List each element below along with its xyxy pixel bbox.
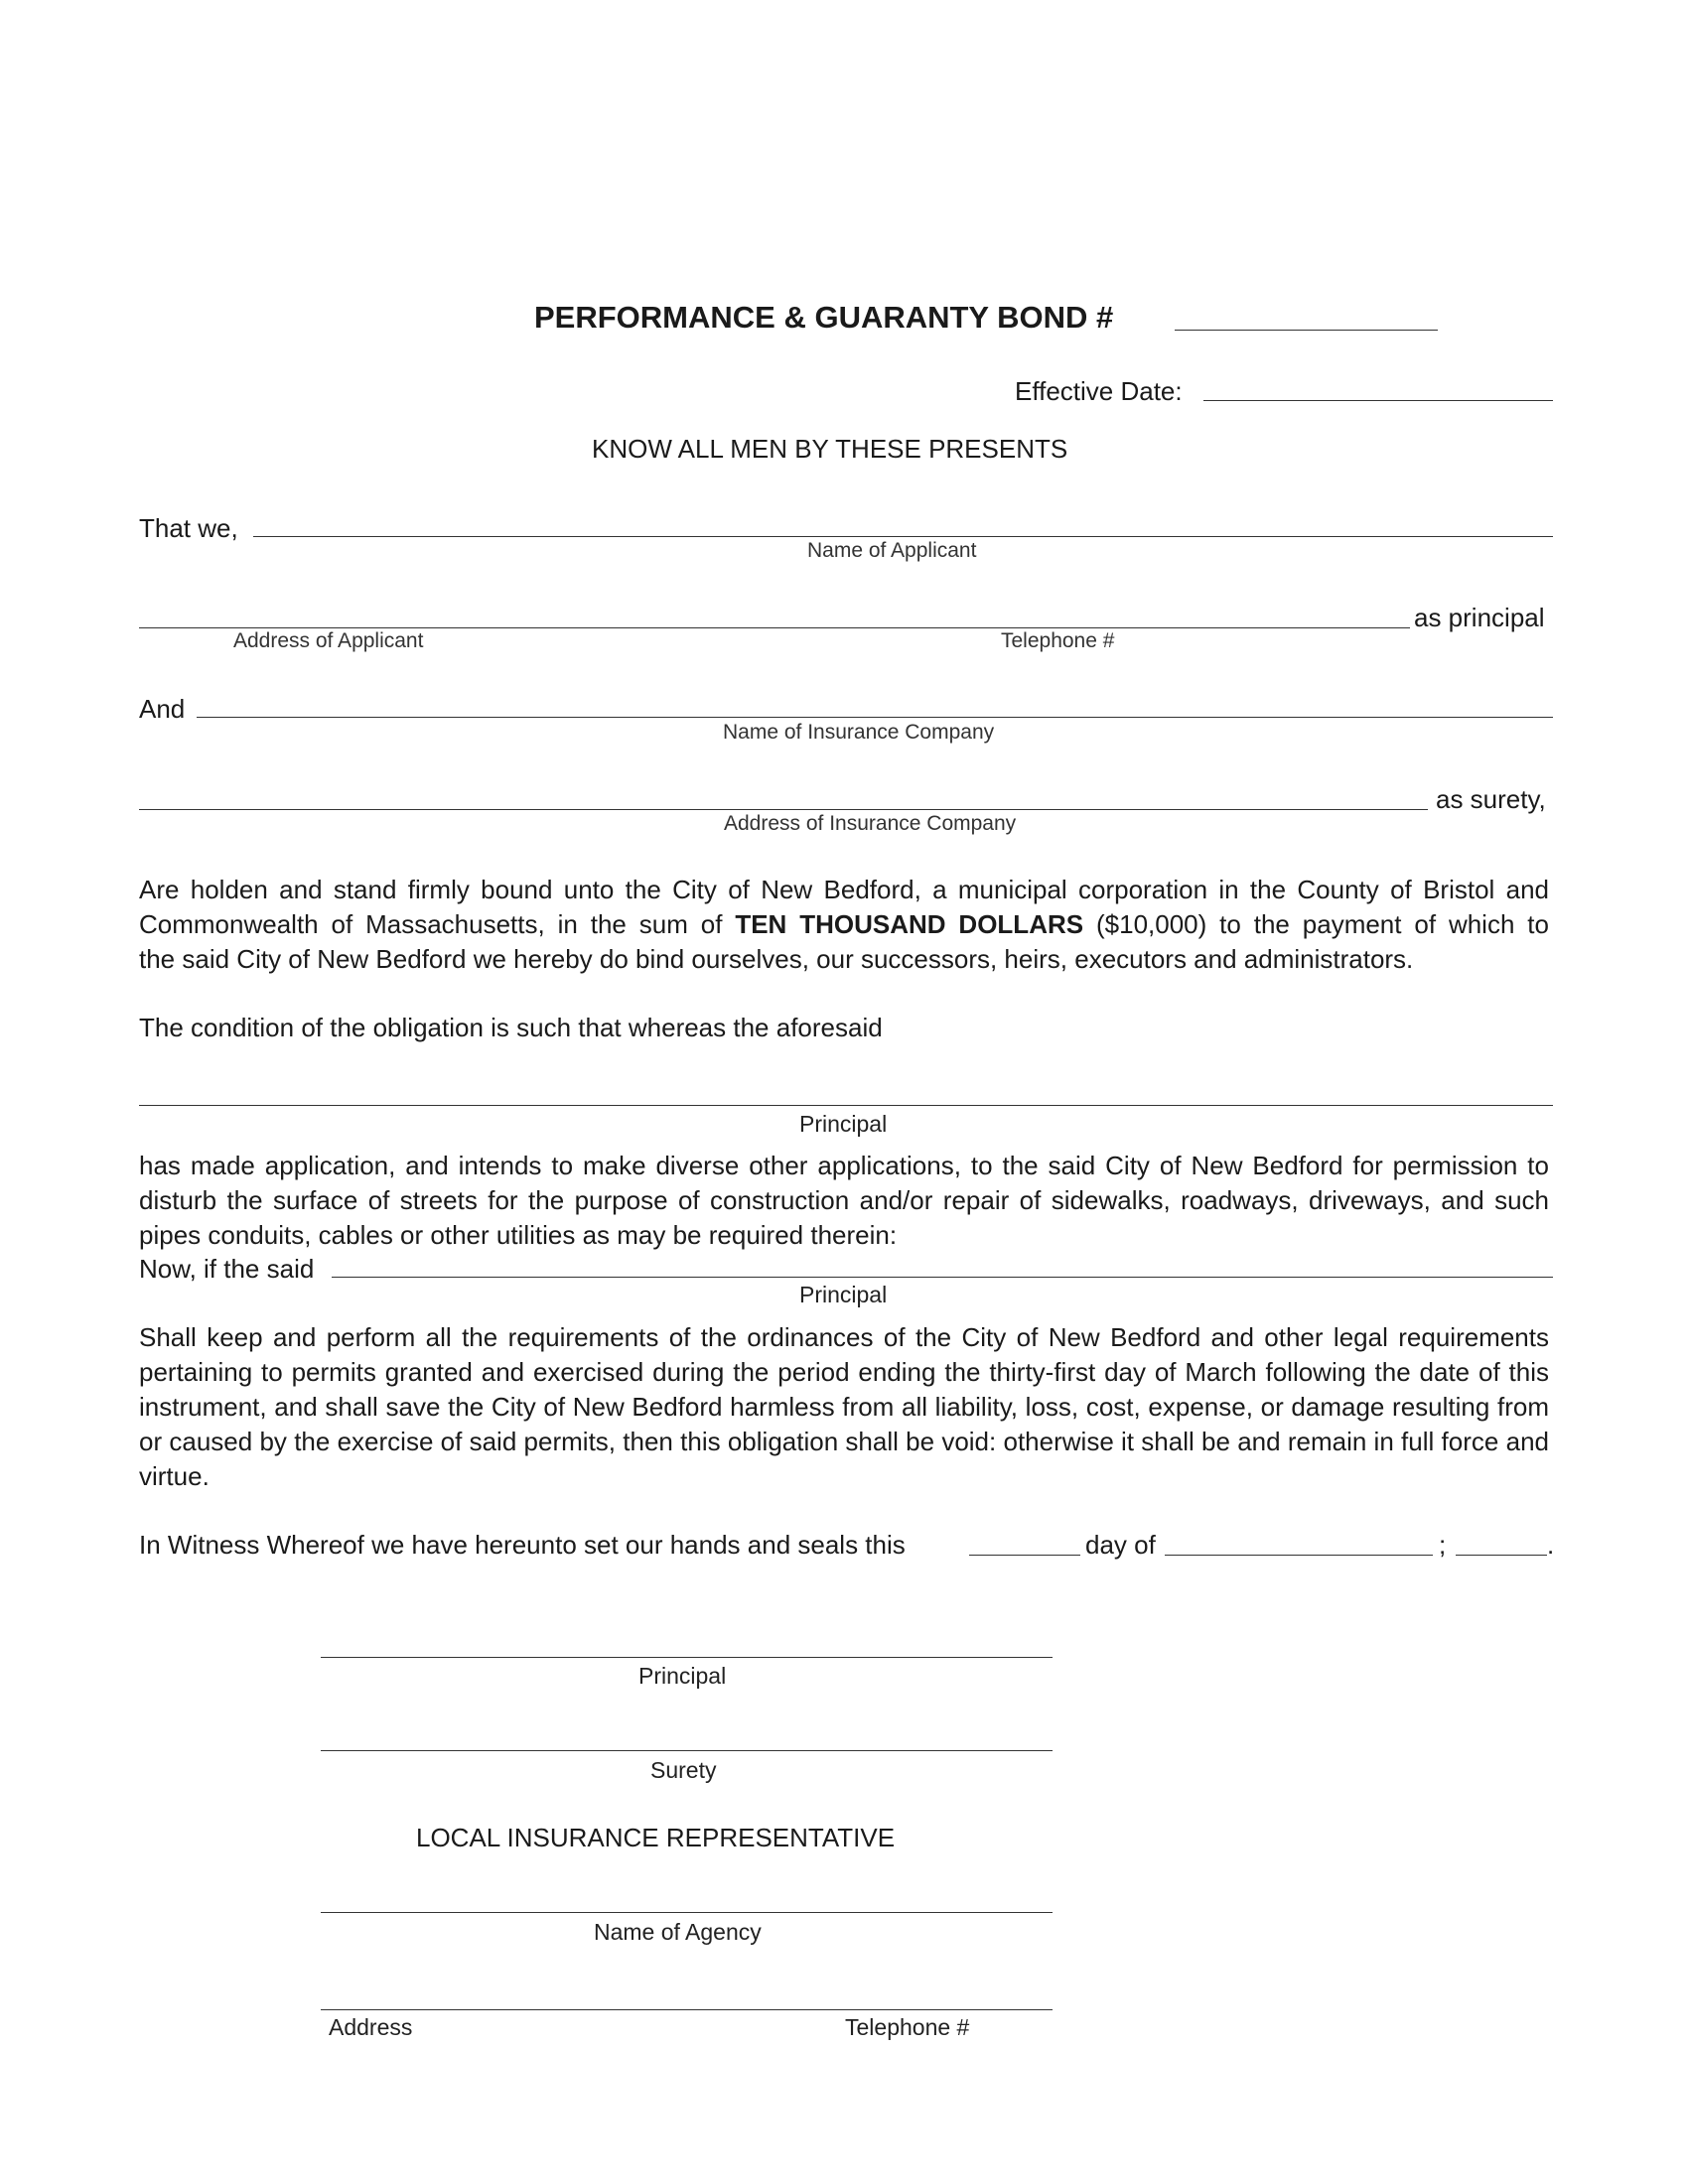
bound-paragraph	[139, 873, 1549, 977]
as-principal-text: as principal	[1414, 603, 1545, 632]
applicant-name-line	[253, 536, 1553, 537]
sig-principal-caption: Principal	[638, 1663, 727, 1689]
bound-paragraph-line3: the said City of New Bedford we hereby do bind ourselves, our successors, heirs, executors and administrators.	[139, 944, 1414, 974]
bound-paragraph-line1: Are holden and stand firmly bound unto the City of New Bedford, a municipal corporation in the County of Bristol and	[139, 875, 1549, 904]
as-surety-text: as surety,	[1436, 784, 1546, 814]
that-we-label: That we,	[139, 513, 238, 543]
effective-date-label: Effective Date:	[1015, 376, 1183, 406]
principal-line-2	[332, 1277, 1553, 1278]
insurance-company-name-field[interactable]	[201, 687, 1549, 717]
sig-surety-field[interactable]	[324, 1720, 1049, 1750]
agency-telephone-caption: Telephone #	[845, 2014, 970, 2040]
witness-day-of: day of	[1085, 1530, 1156, 1560]
witness-day-field[interactable]	[971, 1525, 1078, 1555]
applicant-name-field[interactable]	[258, 506, 1549, 536]
condition-text: The condition of the obligation is such that whereas the aforesaid	[139, 1013, 883, 1042]
address-of-insurance-company-caption: Address of Insurance Company	[724, 812, 1017, 835]
witness-month-line	[1165, 1555, 1433, 1556]
agency-name-line	[321, 1912, 1053, 1913]
name-of-insurance-company-caption: Name of Insurance Company	[723, 721, 995, 744]
applicant-address-field[interactable]	[142, 598, 1403, 627]
bound-sum-suffix: ($10,000) to the payment of which to	[1095, 909, 1549, 939]
witness-day-line	[969, 1555, 1080, 1556]
effective-date-field[interactable]	[1206, 370, 1550, 400]
witness-period: .	[1547, 1530, 1555, 1560]
principal-field-2[interactable]	[336, 1247, 1549, 1277]
agency-name-field[interactable]	[324, 1882, 1049, 1912]
agency-address-line	[321, 2009, 1053, 2010]
bond-title: PERFORMANCE & GUARANTY BOND #	[534, 300, 1114, 335]
insurance-company-address-line	[139, 809, 1428, 810]
bound-sum-words: TEN THOUSAND DOLLARS	[735, 909, 1084, 939]
and-label: And	[139, 694, 186, 724]
witness-semicolon: ;	[1439, 1530, 1447, 1560]
bound-paragraph-line2	[139, 907, 1549, 942]
effective-date-line	[1203, 400, 1553, 401]
requirements-paragraph: Shall keep and perform all the requirements of the ordinances of the City of New Bedford and other legal requirements pertaining to permits granted and exercised during the period ending the thirty-first day of March following the date of this instrument, and shall save the City of New Bedford harmless from all liability, loss, cost, expense, or damage resulting from or caused by the exercise of said permits, then this obligation shall be void: otherwise it shall be and remain in full force and virtue.	[139, 1322, 1549, 1491]
sig-surety-caption: Surety	[650, 1757, 717, 1783]
agency-address-caption: Address	[329, 2014, 413, 2040]
applicant-telephone-caption: Telephone #	[1001, 629, 1115, 652]
know-all-heading: KNOW ALL MEN BY THESE PRESENTS	[592, 434, 1068, 464]
principal-caption-1: Principal	[799, 1111, 888, 1137]
insurance-company-name-line	[197, 717, 1553, 718]
address-of-applicant-caption: Address of Applicant	[233, 629, 424, 652]
bound-sum-prefix: Commonwealth of Massachusetts, in the sum of	[139, 909, 723, 939]
witness-year-field[interactable]	[1458, 1525, 1545, 1555]
agency-name-caption: Name of Agency	[594, 1919, 762, 1945]
insurance-company-address-field[interactable]	[142, 779, 1423, 809]
local-rep-heading: LOCAL INSURANCE REPRESENTATIVE	[416, 1823, 896, 1852]
principal-line-1	[139, 1105, 1553, 1106]
application-paragraph: has made application, and intends to make diverse other applications, to the said City of New Bedford for permission to disturb the surface of streets for the purpose of construction and/or repair of sidewalks, roadways, driveways, and such pipes conduits, cables or other utilities as may be required therein:	[139, 1151, 1549, 1250]
bond-number-field[interactable]	[1178, 300, 1436, 330]
now-if-label: Now, if the said	[139, 1254, 315, 1284]
witness-text: In Witness Whereof we have hereunto set our hands and seals this	[139, 1530, 906, 1560]
name-of-applicant-caption: Name of Applicant	[807, 539, 977, 562]
applicant-address-line	[139, 627, 1410, 628]
witness-year-line	[1456, 1555, 1547, 1556]
sig-principal-line	[321, 1657, 1053, 1658]
sig-surety-line	[321, 1750, 1053, 1751]
principal-caption-2: Principal	[799, 1282, 888, 1307]
sig-principal-field[interactable]	[324, 1627, 1049, 1657]
principal-field-1[interactable]	[142, 1075, 1548, 1105]
agency-address-field[interactable]	[324, 1979, 1049, 2009]
bond-number-line	[1175, 330, 1438, 331]
witness-month-field[interactable]	[1167, 1525, 1431, 1555]
